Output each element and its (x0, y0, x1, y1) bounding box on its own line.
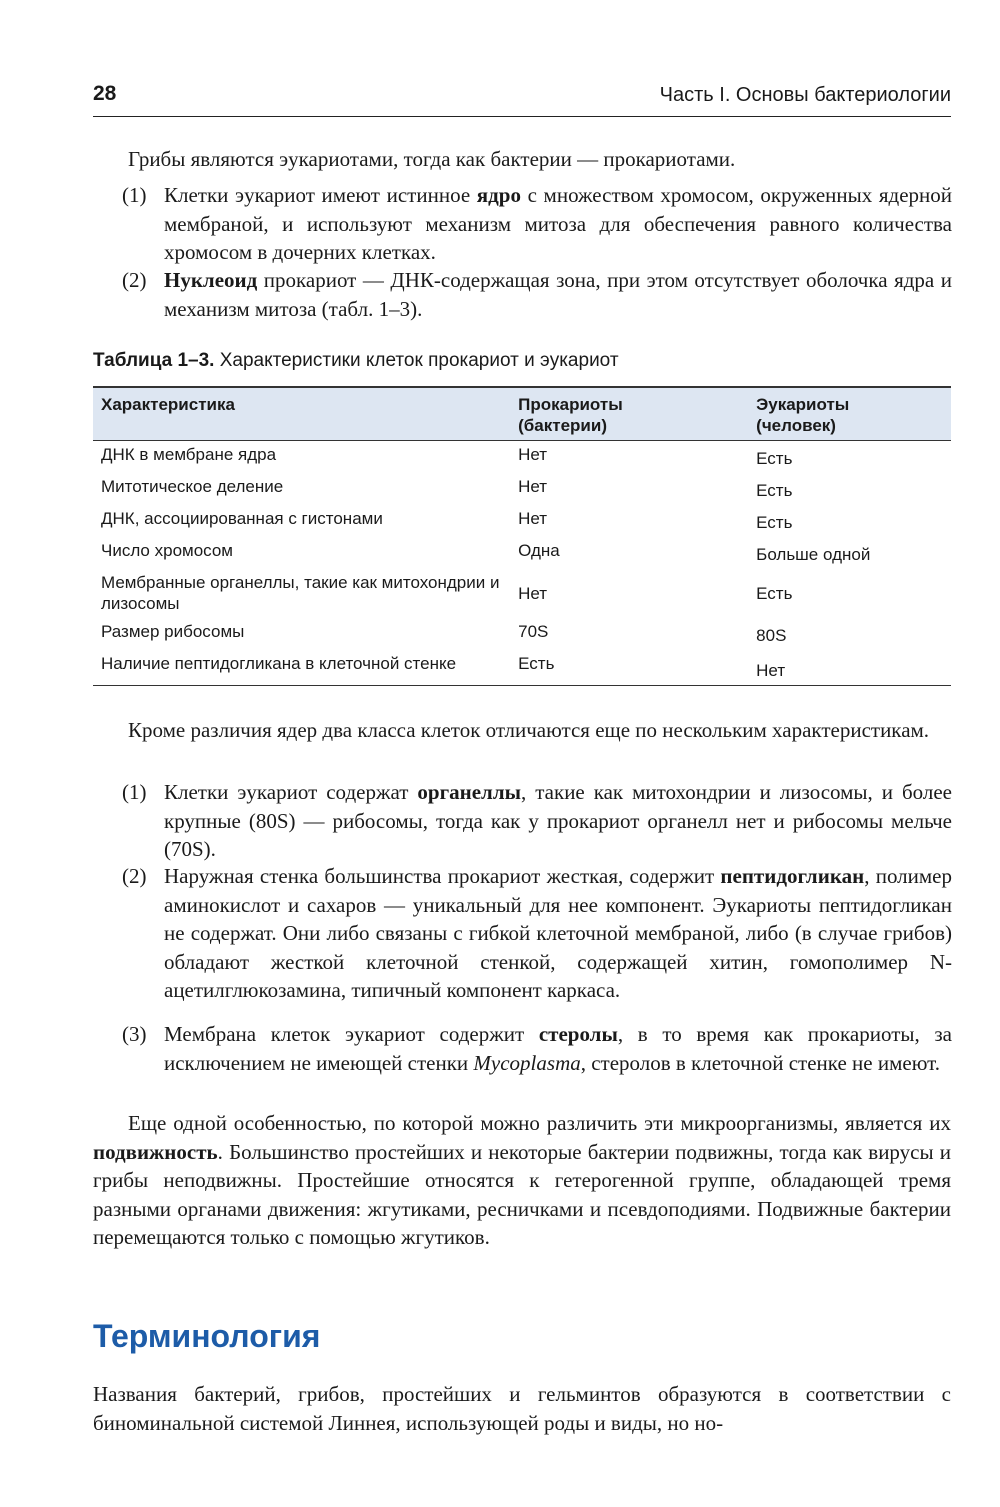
table-row (93, 537, 951, 569)
term-organelles: органеллы (417, 780, 522, 804)
table-row (93, 618, 951, 650)
difference-item-2 (122, 862, 952, 1034)
table-caption-label: Таблица 1–3. (93, 350, 215, 371)
cell-eukaryotes: 80S (756, 626, 787, 645)
terminology-paragraph: Названия бактерий, грибов, простейших и гельминтов образуются в соответствии с биноминальной системой Линнея, использующей роды и виды, но но- (93, 1382, 951, 1435)
term-nucleoid: Нуклеоид (164, 268, 258, 292)
cell-eukaryotes: Есть (756, 513, 793, 532)
term-nucleus: ядро (476, 183, 521, 207)
table-row (93, 473, 951, 505)
item-text: Мембрана клеток эукариот содержит стеролы, в то время как прокариоты, за исключением не имеющей стенки Mycoplasma, стеролов в клеточной стенке не имеют. (164, 1022, 953, 1075)
page-header (93, 80, 951, 117)
table-row (93, 569, 951, 618)
table-row (93, 650, 951, 686)
cell-eukaryotes: Нет (748, 650, 951, 686)
table-caption (93, 350, 619, 372)
item-text: Нуклеоид прокариот — ДНК-содержащая зона, при этом отсутствует оболочка ядра и механизм митоза (табл. 1–3). (164, 268, 952, 321)
cell-eukaryotes: Больше одной (756, 545, 871, 564)
motility-paragraph: Еще одной особенностью, по которой можно различить эти микроорганизмы, является их подвижность. Большинство простейших и некоторые бактерии подвижны, тогда как вирусы и грибы неподвижны. Простейшие относятся к гетерогенной группе, обладающей тремя разными органами движения: жгутиками, ресничками и псевдоподиями. Подвижные бактерии перемещаются только с помощью жгутиков. (93, 1111, 951, 1249)
table-row (93, 441, 951, 474)
item-text: Клетки эукариот содержат органеллы, такие как митохондрии и лизосомы, и более крупные (80S) — рибосомы, тогда как у прокариот органелл нет и рибосомы мельче (70S). (164, 780, 953, 861)
cell-prokaryotes: Одна (518, 541, 560, 560)
intro-item-2 (122, 266, 952, 324)
cell-characteristic: Митотическое деление (101, 477, 284, 496)
cell-eukaryotes: Есть (756, 584, 793, 603)
item-number: (2) (122, 864, 147, 888)
cell-eukaryotes: Есть (756, 449, 793, 468)
cell-characteristic: Мембранные органеллы, такие как митохондрии и лизосомы (101, 573, 500, 613)
difference-item-1 (122, 778, 952, 864)
difference-item-3 (122, 1020, 952, 1106)
cell-prokaryotes: Нет (518, 477, 548, 496)
cell-prokaryotes: Нет (518, 509, 548, 528)
cell-prokaryotes: Нет (518, 584, 548, 603)
table-caption-text: Характеристики клеток прокариот и эукариот (214, 350, 619, 371)
cell-eukaryotes: Есть (756, 481, 793, 500)
item-number: (2) (122, 268, 147, 292)
cell-prokaryotes: Есть (510, 650, 748, 686)
item-text: Клетки эукариот имеют истинное ядро с множеством хромосом, окруженных ядерной мембраной, и используют механизм митоза для обеспечения равного количества хромосом в дочерних клетках. (164, 183, 952, 264)
term-peptidoglycan: пептидогликан (720, 864, 865, 888)
item-number: (1) (122, 183, 147, 207)
header-eukaryotes: Эукариоты (человек) (748, 387, 951, 441)
header-characteristic: Характеристика (93, 387, 510, 441)
term-mycoplasma: Mycoplasma (473, 1050, 581, 1075)
header-prokaryotes: Прокариоты (бактерии) (510, 387, 748, 441)
comparison-table (93, 386, 951, 686)
item-number: (1) (122, 780, 147, 804)
cell-prokaryotes: 70S (518, 622, 549, 641)
term-sterols: стеролы (538, 1022, 618, 1046)
running-title: Часть I. Основы бактериологии (659, 84, 951, 106)
cell-prokaryotes: Нет (518, 445, 548, 464)
table-row (93, 505, 951, 537)
item-number: (3) (122, 1022, 147, 1046)
table-header-row (93, 387, 951, 441)
cell-characteristic: ДНК, ассоциированная с гистонами (101, 509, 383, 528)
item-text: Наружная стенка большинства прокариот жесткая, содержит пептидогликан, полимер аминокислот и сахаров — уникальный для нее компонент. Эукариоты пептидогликан не содержат. Они либо связаны с гибкой клеточной мембраной, либо (в случае грибов) обладают жесткой клеточной стенкой, содержащей хитин, гомополимер N-ацетилглюкозамина, типичный компонент каркаса. (164, 864, 952, 1002)
cell-characteristic: Число хромосом (101, 541, 233, 560)
intro-item-1 (122, 181, 952, 267)
section-title-terminology: Терминология (93, 1318, 321, 1354)
cell-characteristic: ДНК в мембране ядра (101, 445, 277, 464)
intro-paragraph: Грибы являются эукариотами, тогда как бактерии — прокариотами. (128, 147, 736, 171)
differences-paragraph: Кроме различия ядер два класса клеток отличаются еще по нескольким характеристикам. (128, 718, 930, 742)
page-number: 28 (93, 82, 117, 105)
term-motility: подвижность (93, 1139, 218, 1164)
cell-characteristic: Размер рибосомы (101, 622, 245, 641)
cell-characteristic: Наличие пептидогликана в клеточной стенке (93, 650, 510, 686)
